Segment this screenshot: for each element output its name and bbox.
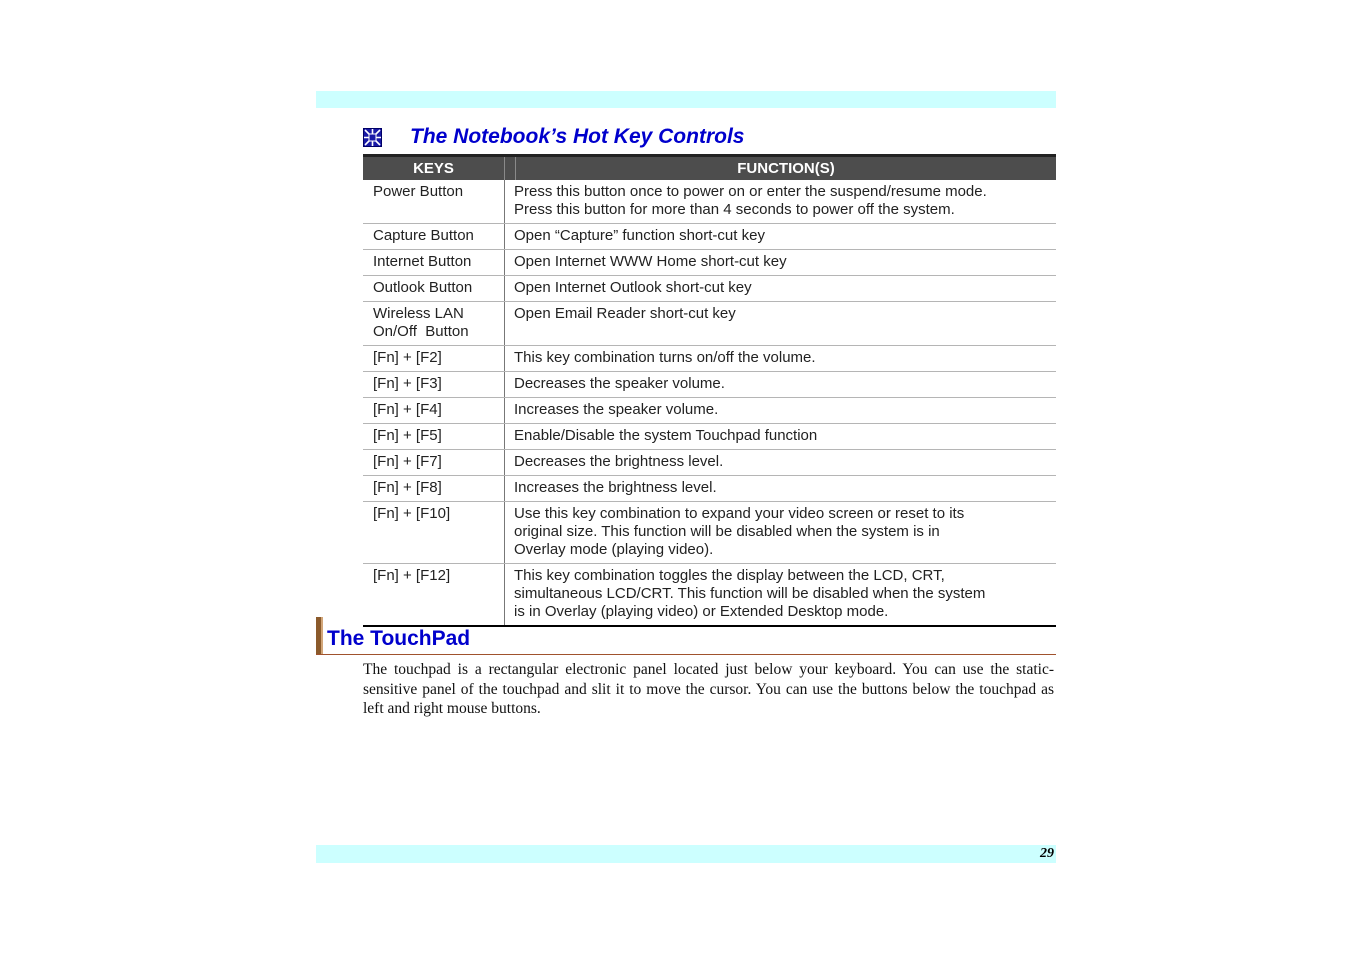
table-row — [363, 450, 1056, 476]
page-number: 29 — [1040, 846, 1054, 861]
table-row — [363, 372, 1056, 398]
touchpad-section-title: The TouchPad — [327, 627, 471, 650]
touchpad-heading — [316, 617, 1056, 655]
table-row — [363, 302, 1056, 346]
table-row — [363, 424, 1056, 450]
hotkey-function-cell: Decreases the brightness level. — [505, 450, 1057, 476]
table-row — [363, 224, 1056, 250]
hotkeys-table — [363, 154, 1056, 627]
table-row — [363, 250, 1056, 276]
hotkey-key-cell: Wireless LAN On/Off Button — [363, 302, 505, 346]
table-row — [363, 276, 1056, 302]
hotkey-function-cell: This key combination turns on/off the volume. — [505, 346, 1057, 372]
hotkey-key-cell: [Fn] + [F4] — [363, 398, 505, 424]
table-header-row — [363, 156, 1056, 181]
hotkey-key-cell: Capture Button — [363, 224, 505, 250]
hotkey-function-cell: Open Internet Outlook short-cut key — [505, 276, 1057, 302]
hotkeys-title-row — [363, 123, 744, 151]
hotkey-function-cell: This key combination toggles the display between the LCD, CRT, simultaneous LCD/CRT. This function will be disabled when the system is in Overlay (playing video) or Extended Desktop mode. — [514, 567, 986, 620]
hotkey-function-cell: Press this button once to power on or enter the suspend/resume mode. Press this button for more than 4 seconds to power off the system. — [505, 180, 1057, 224]
table-row — [363, 476, 1056, 502]
hotkey-key-cell: [Fn] + [F10] — [363, 502, 505, 564]
hotkey-key-cell: [Fn] + [F12] — [363, 564, 505, 627]
hotkey-key-cell: [Fn] + [F7] — [363, 450, 505, 476]
touchpad-paragraph: The touchpad is a rectangular electronic panel located just below your keyboard. You can use the static-sensitive panel of the touchpad and slit it to move the cursor. You can use the buttons below the touchpad as left and right mouse buttons. — [363, 661, 1054, 717]
hotkeys-section-title: The Notebook’s Hot Key Controls — [410, 125, 745, 148]
hotkey-key-cell: Power Button — [363, 180, 505, 224]
hotkey-function-cell: Use this key combination to expand your video screen or reset to its original size. This function will be disabled when the system is in Overlay mode (playing video). — [505, 502, 1057, 564]
table-row — [363, 180, 1056, 224]
hotkey-function-cell: Open “Capture” function short-cut key — [505, 224, 1057, 250]
heading-accent-bar — [316, 617, 323, 654]
hotkey-function-cell: Increases the brightness level. — [505, 476, 1057, 502]
hotkey-key-cell: Internet Button — [363, 250, 505, 276]
table-row — [363, 502, 1056, 564]
keyboard-icon — [363, 128, 382, 147]
hotkey-function-cell: Open Email Reader short-cut key — [505, 302, 1057, 346]
hotkey-key-cell: Outlook Button — [363, 276, 505, 302]
header-separator — [505, 156, 516, 181]
hotkey-function-cell: Decreases the speaker volume. — [505, 372, 1057, 398]
hotkey-key-cell: [Fn] + [F8] — [363, 476, 505, 502]
table-row — [363, 398, 1056, 424]
hotkey-function-cell: Open Internet WWW Home short-cut key — [505, 250, 1057, 276]
keys-column-header: KEYS — [363, 156, 505, 181]
hotkey-function-cell: Increases the speaker volume. — [505, 398, 1057, 424]
hotkey-key-cell: [Fn] + [F2] — [363, 346, 505, 372]
table-row — [363, 346, 1056, 372]
hotkey-key-cell: [Fn] + [F3] — [363, 372, 505, 398]
functions-column-header: FUNCTION(S) — [516, 156, 1057, 181]
header-band — [316, 91, 1056, 108]
footer-band — [316, 845, 1056, 863]
hotkey-key-cell: [Fn] + [F5] — [363, 424, 505, 450]
hotkey-function-cell: Enable/Disable the system Touchpad function — [505, 424, 1057, 450]
